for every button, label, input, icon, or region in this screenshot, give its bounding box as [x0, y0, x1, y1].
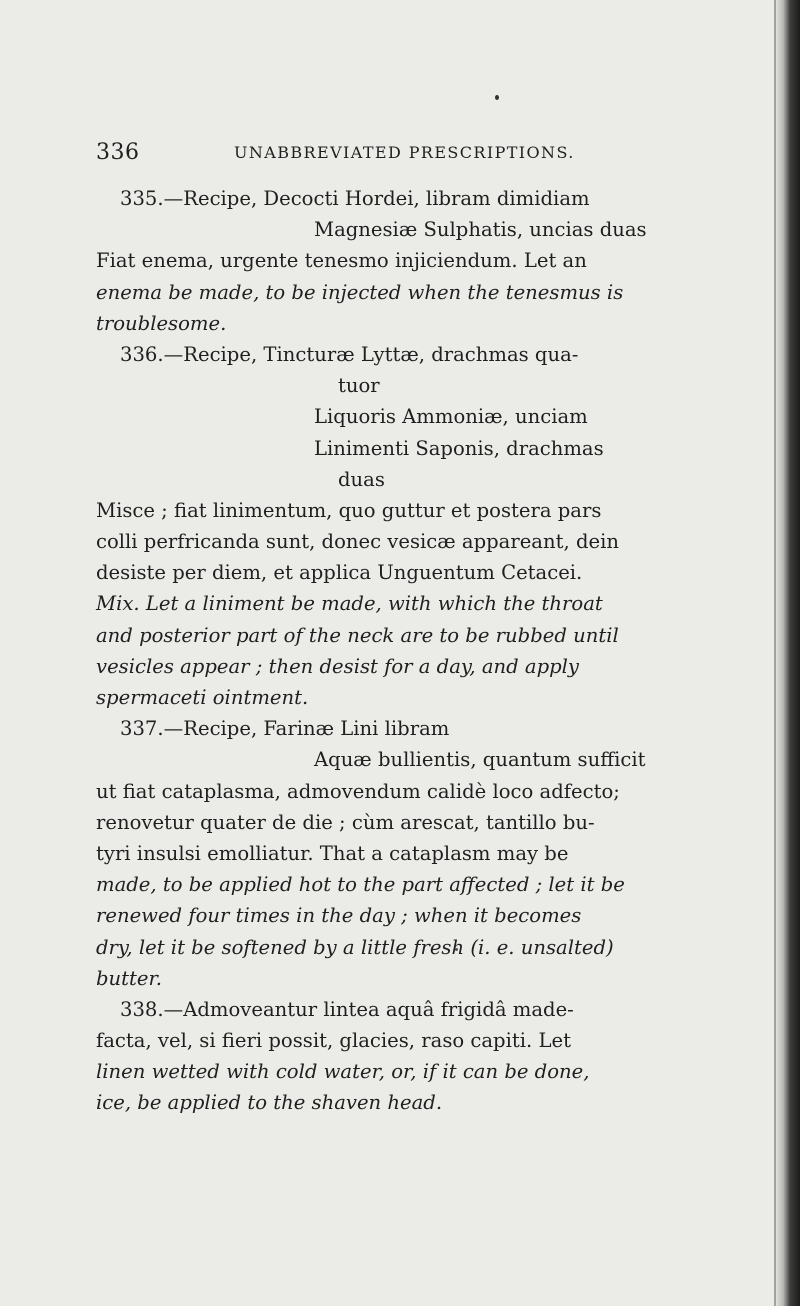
text-line: 337.—Recipe, Farinæ Lini libram	[120, 717, 450, 741]
text-line: ice, be applied to the shaven head.	[96, 1091, 443, 1115]
text-line: troublesome.	[96, 311, 227, 335]
text-line: duas	[338, 467, 385, 491]
text-line: Aquæ bullientis, quantum sufficit	[314, 748, 646, 772]
ink-speck	[495, 95, 499, 100]
text-line: vesicles appear ; then desist for a day, and apply	[96, 654, 580, 678]
text-line: dry, let it be softened by a little fresh (i. e. unsalted)	[96, 935, 614, 959]
text-line: Linimenti Saponis, drachmas	[314, 436, 604, 460]
text-line: Mix. Let a liniment be made, with which the throat	[96, 592, 603, 616]
text-line: spermaceti ointment.	[96, 686, 309, 709]
page-edge-shadow	[774, 0, 800, 1306]
running-head: UNABBREVIATED PRESCRIPTIONS.	[234, 143, 575, 162]
text-line: and posterior part of the neck are to be rubbed until	[96, 623, 619, 647]
text-line: ut fiat cataplasma, admovendum calidè loco adfecto;	[96, 779, 620, 803]
text-line: tyri insulsi emolliatur. That a cataplasm may be	[96, 841, 569, 865]
text-line: facta, vel, si fieri possit, glacies, raso capiti. Let	[96, 1029, 571, 1053]
text-line: Liquoris Ammoniæ, unciam	[314, 405, 588, 429]
text-line: butter.	[96, 966, 162, 990]
text-line: made, to be applied hot to the part affected ; let it be	[96, 873, 625, 897]
text-line: Magnesiæ Sulphatis, uncias duas	[314, 218, 647, 242]
text-line: 338.—Admoveantur lintea aquâ frigidâ made-	[120, 997, 574, 1021]
text-line: enema be made, to be injected when the tenesmus is	[96, 280, 624, 304]
page-number: 336	[96, 140, 140, 165]
text-line: colli perfricanda sunt, donec vesicæ appareant, dein	[96, 530, 619, 554]
text-line: 335.—Recipe, Decocti Hordei, libram dimidiam	[120, 187, 590, 210]
text-line: renovetur quater de die ; cùm arescat, tantillo bu-	[96, 810, 595, 834]
page-header	[96, 140, 786, 170]
text-line: desiste per diem, et applica Unguentum Cetacei.	[96, 561, 583, 585]
text-line: renewed four times in the day ; when it becomes	[96, 904, 582, 928]
text-line: Misce ; fiat linimentum, quo guttur et postera pars	[96, 498, 602, 522]
text-line: linen wetted with cold water, or, if it can be done,	[96, 1060, 590, 1084]
text-line: Fiat enema, urgente tenesmo injiciendum. Let an	[96, 249, 587, 273]
text-line: tuor	[338, 374, 380, 398]
text-line: 336.—Recipe, Tincturæ Lyttæ, drachmas qua-	[120, 342, 579, 366]
body-text	[96, 183, 756, 1119]
page-edge-line	[774, 0, 776, 1306]
